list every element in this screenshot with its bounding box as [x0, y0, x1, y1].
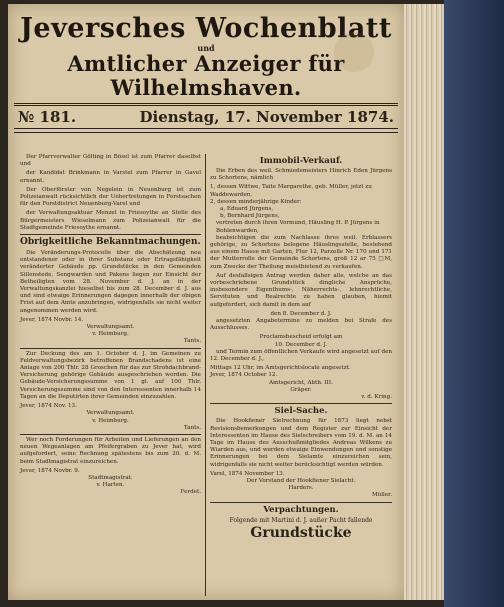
immobil-office: Amtsgericht, Abth. III. — [269, 379, 333, 386]
official-notices-heading: Obrigkeitliche Bekanntmachungen. — [20, 237, 201, 248]
immobil-body-5: und Termin zum öffentlichen Verkaufe wird angesetzt auf den 12. December d. J., — [210, 348, 392, 363]
notice-3-place: Jever, 1874 Novbr. 9. — [20, 467, 80, 474]
siel-signature: Harders. — [288, 485, 314, 492]
columns — [16, 154, 396, 596]
paper-stain — [334, 32, 374, 72]
heir-2: 2, dessen minderjährige Kinder: — [210, 198, 302, 205]
immobil-body-6: Mittags 12 Uhr, im Amtsgerichtslocale angesetzt. — [210, 365, 351, 372]
notice-1-signature: v. Heimburg. — [92, 331, 129, 338]
heir-1: 1, dessen Wittwe, Taite Margarethe, geb. Müller, jetzt zu Waddewarden, — [210, 184, 372, 198]
issue-number: № 181. — [18, 108, 77, 126]
appointment-2: der Kandidat Brinkmann in Varstel zum Pfarrer in Gavel ernannt. — [20, 170, 201, 184]
notice-2-place: Jever, 1874 Nov. 13. — [20, 403, 77, 410]
divider — [210, 403, 392, 404]
lease-big-title: Grundstücke — [250, 524, 352, 541]
issue-line — [8, 106, 404, 127]
siel-ref: Müller. — [371, 492, 392, 499]
book-cover-edge — [444, 0, 504, 607]
immobil-ref: v. d. Kring. — [361, 394, 392, 401]
lease-heading: Verpachtungen. — [263, 504, 339, 515]
immobil-body-4: Proclamsbescheid erfolgt am — [259, 334, 343, 341]
heir-guardian: vertreten durch ihren Vormund, Häusling H. P. Jürgens in Bohlenwarden, — [216, 220, 380, 234]
divider — [210, 502, 392, 503]
siel-place: Varel, 1874 November 13. — [210, 470, 285, 477]
notice-3-office: Stadtmagistrat. — [88, 474, 133, 481]
masthead-rule — [14, 103, 398, 104]
notice-3-text: Wer noch Forderungen für Arbeiten und Lieferungen an den neuen Wegeanlagen am Pfeifergraben zu Jever hat, wird aufgefordert, seine Rechnung spätestens bis zum 20. d. M. beim Stadtmagistrat einzureichen. — [20, 436, 201, 465]
appointment-4: der Verwaltungsaktuar Menzel in Friesoythe an Stelle des Bürgermeisters Wieselmann zum Polizeianwalt für die Stadtgemeinde Friesoythe ernannt. — [20, 210, 201, 231]
issue-date: Dienstag, 17. November 1874. — [139, 108, 394, 126]
issue-rule-thick — [14, 132, 398, 133]
notice-1-office: Verwaltungsamt. — [86, 324, 135, 331]
masthead-subtitle: Amtlicher Anzeiger für Wilhelmshaven. — [67, 51, 345, 100]
appointment-1: Der Pfarrverwalter Gölting in Bösel ist zum Pfarrer daselbst und — [20, 154, 201, 168]
immobil-signature: Gräper. — [290, 386, 312, 393]
masthead-connector: und — [197, 43, 215, 53]
notice-2-ref: Tants. — [183, 424, 201, 431]
divider — [20, 234, 201, 235]
newspaper-page — [8, 4, 404, 600]
immobil-place: Jever, 1874 October 12. — [210, 372, 278, 379]
notice-1-ref: Tants. — [183, 338, 201, 345]
notice-2-office: Verwaltungsamt. — [86, 410, 135, 417]
immobil-date-1: den 8. December d. J. — [270, 310, 332, 317]
immobil-body-1: beabsichtigen die zum Nachlasse ihres weil. Erblassers gehörige, zu Schortens belegene Häuslingsstelle, bestehend aus einem Hause mit Garten, Flur 12, Parzelle Nr. 170 und 171 der Mutterrolle der Gemeinde Schortens, groß 12 ar 75 □M, zum Zwecke der Theilung meistbietend zu verkaufen. — [210, 234, 392, 270]
siel-body: Die Hookfiener Sielrechnung für 1873 liegt nebst Revisionsbemerkungen und dem Register zur Einsicht der Interessenten im Hause des Sielschreibers vom 19. d. M. an 14 Tage im Hause des Ausschußmitgliedes Andreas Wilkens zu Wiarden aus, und werden etwaige Einwendungen und sonstige Erinnerungen bei dem Sielamte einzureichen sein, widrigenfalls sie nicht weiter berücksichtigt werden würden. — [210, 418, 392, 468]
divider — [20, 434, 201, 435]
notice-1-place: Jever, 1874 Novbr. 14. — [20, 316, 84, 323]
notice-3-signature: v. Harten. — [96, 482, 125, 489]
immobil-date-2: 10. December d. J. — [274, 341, 328, 348]
immobil-body-3: angesetzten Angabetermine zu melden bei Strafe des Ausschlusses. — [210, 318, 392, 332]
lease-intro: Folgende mit Martini d. J. außer Pacht fallende — [229, 516, 373, 524]
appointment-3: Der Oberförster von Negelein in Neuenburg ist zum Polizeianwalt rücksichtlich der Uebertretungen in Forstsachen für den Forstdistrict Neuenburg-Varel und — [20, 186, 201, 208]
notice-2-signature: v. Heimburg. — [92, 417, 129, 424]
heir-2a: a, Eduard Jürgens, — [220, 206, 274, 213]
divider — [20, 348, 201, 349]
left-column — [16, 154, 206, 596]
notice-3-ref: Ferdet. — [180, 489, 201, 496]
siel-heading: Siel-Sache. — [274, 406, 328, 417]
page-edges — [404, 4, 444, 600]
heir-2b: b, Bernhard Jürgens, — [220, 213, 280, 220]
immobil-heading: Immobil-Verkauf. — [259, 156, 343, 166]
masthead-title: Jeversches Wochenblatt — [20, 13, 392, 44]
immobil-body-2: Auf desfallsigen Antrag werden daher alle, welche an das vorbeschriebene Grundstück dingliche Ansprüche, insbesondere Eigenthums-, Näherrechts-, lehnrechtliche, Servituten und Realrechte zu haben glauben, hiemit aufgefordert, sich damit in dem auf — [210, 272, 392, 308]
issue-rule — [14, 128, 398, 129]
immobil-intro: Die Erben des weil. Schmiedemeisters Hinrich Eden Jürgens zu Schortens, nämlich — [210, 168, 392, 182]
notice-1-text: Die Veränderungs-Protocolle über die Abschätzung neu entstandener oder in ihrer Substanz oder Ertragsfähigkeit veränderter Gebäude pp. Grundstücke in den Gemeinden Sillenstede, Sengwarden und Pakens liegen zur Einsicht der Betheiligten vom 28. November d. J. an in der Verwaltungskanzlei hieselbst bis zum 28. December d. J. aus und sind etwaige Erinnerungen dagegen innerhalb der obigen Frist auf dem Amte anzubringen, widrigenfalls sie nicht weiter angenommen werden wird. — [20, 250, 201, 314]
siel-office: Der Vorstand der Hookfiener Sielacht. — [246, 477, 356, 484]
right-column — [206, 154, 396, 596]
notice-2-text: Zur Deckung des am 1. October d. J. im Gemeinen zu Feldverwaltungsbezirk betroffenen Brandschadens ist eine Anlage von 200 Thlr. 28 Groschen für das zur Strohdachbrand-Versicherung gehörige Gebäude ausgeschrieben worden. Die Gebäude-Versicherungssumme von 1 gl. auf 100 Thlr. Versicherungssumme sind von den Interessenten innerhalb 14 Tagen an die Deputirten ihrer Gemeinden einzuzahlen. — [20, 350, 201, 400]
